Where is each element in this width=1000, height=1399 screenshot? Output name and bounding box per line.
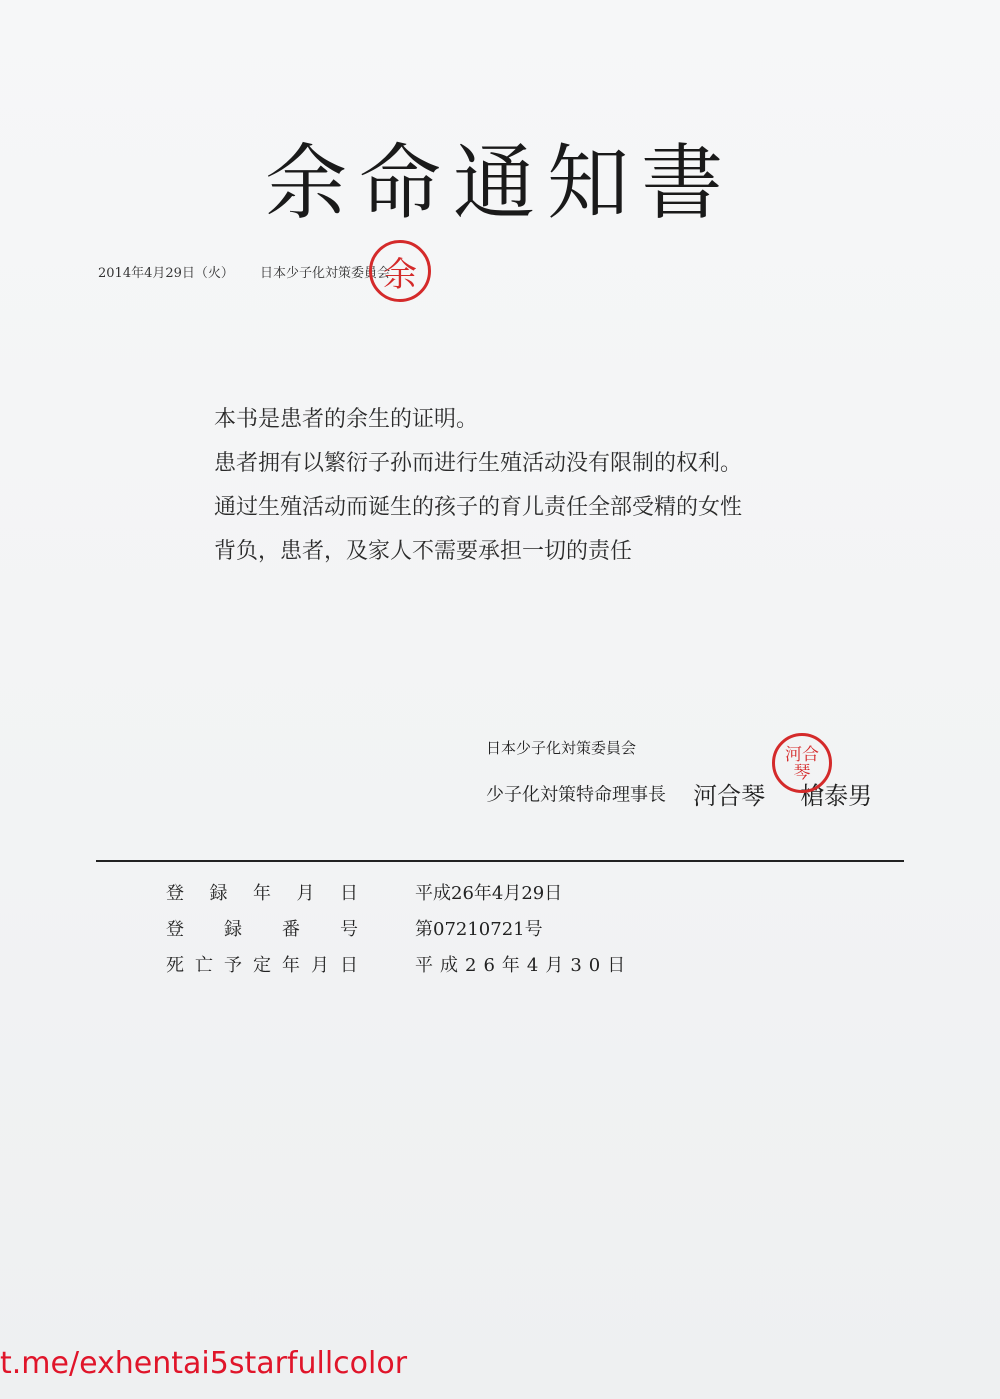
label-char: 年 — [282, 955, 300, 976]
header-seal-stamp — [369, 240, 431, 302]
registry-table — [166, 874, 726, 982]
body-line: 本书是患者的余生的证明。 — [214, 407, 479, 432]
registry-label — [166, 879, 358, 905]
registry-label — [166, 915, 358, 941]
seal-char: 琴 — [793, 763, 811, 783]
label-char: 日 — [340, 883, 358, 904]
label-char: 年 — [253, 883, 271, 904]
divider-rule — [96, 860, 904, 862]
label-char: 月 — [296, 883, 315, 904]
seal-row-bottom — [794, 764, 811, 782]
registry-row — [166, 910, 726, 946]
watermark-text: t.me/exhentai5starfullcolor — [0, 1346, 408, 1381]
seal-char: 河 — [785, 745, 802, 765]
body-line: 患者拥有以繁衍子孙而进行生殖活动没有限制的权利。 — [214, 451, 743, 476]
registry-row — [166, 874, 726, 910]
label-char: 録 — [224, 919, 242, 940]
label-char: 予 — [224, 955, 242, 976]
label-char: 登 — [166, 883, 184, 904]
label-char: 日 — [340, 955, 358, 976]
label-char: 死 — [166, 955, 184, 976]
header-seal-char: 余 — [383, 254, 417, 295]
registry-value: 平成26年4月29日 — [415, 883, 563, 904]
label-char: 録 — [209, 883, 228, 904]
issue-line — [98, 262, 390, 281]
label-char: 登 — [166, 919, 184, 940]
label-char: 亡 — [195, 955, 213, 976]
label-char: 月 — [311, 955, 329, 976]
signature-name-first: 河合琴 — [693, 782, 766, 810]
body-line: 背负，患者，及家人不需要承担一切的责任 — [214, 539, 633, 564]
label-char: 号 — [340, 919, 358, 940]
signature-organization: 日本少子化対策委員会 — [486, 739, 637, 757]
document-title: 余命通知書 — [264, 136, 735, 231]
signature-position: 少子化対策特命理事長 — [486, 784, 666, 806]
label-char: 番 — [282, 919, 300, 940]
seal-row-top — [785, 746, 819, 764]
registry-row — [166, 946, 726, 982]
issue-date: 2014年4月29日（火） — [98, 266, 234, 281]
registry-value: 平成26年4月30日 — [415, 955, 633, 976]
registry-value: 第07210721号 — [415, 919, 543, 940]
notice-body — [214, 398, 834, 574]
seal-char: 合 — [802, 745, 819, 765]
signature-name-second: 槍泰男 — [800, 782, 873, 810]
label-char: 定 — [253, 955, 271, 976]
signature-seal-stamp — [772, 733, 832, 793]
body-line: 通过生殖活动而诞生的孩子的育儿责任全部受精的女性 — [214, 495, 743, 520]
registry-label — [166, 951, 358, 977]
issuer-name: 日本少子化対策委員会 — [260, 266, 391, 281]
